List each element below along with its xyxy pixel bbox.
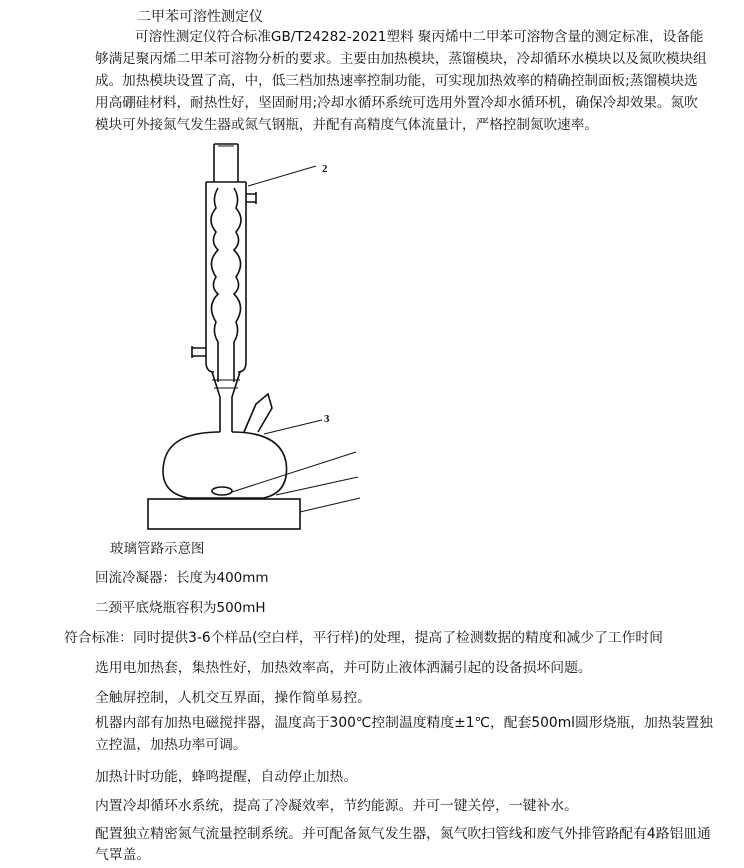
intro-paragraph: 可溶性测定仪符合标准GB/T24282-2021塑料 聚丙烯中二甲苯可溶物含量的测定标准，设备能够满足聚丙烯二甲苯可溶物分析的要求。主要由加热模块，蒸馏模块，冷却循环水模块以及氮吹模块组成。加热模块设置了高，中，低三档加热速率控制功能，可实现加热效率的精确控制面板;蒸馏模块选用高硼硅材料，耐热性好，坚固耐用;冷却水循环系统可选用外置冷却水循环机，确保冷却效果。氮吹模块可外接氮气发生器或氮气钢瓶，并配有高精度气体流量计，严格控制氮吹速率。	[95, 29, 707, 133]
diagram-label-3: 3	[324, 413, 330, 425]
feature-heating-mantle: 选用电加热套，集热性好，加热效率高，并可防止液体洒漏引起的设备损坏问题。	[95, 660, 592, 676]
spec-condenser: 回流冷凝器：长度为400mm	[95, 570, 269, 586]
feature-stirrer: 机器内部有加热电磁搅拌器，温度高于300℃控制温度精度±1℃，配套500ml圆形烧瓶，加热装置独立控温，加热功率可调。	[95, 715, 713, 753]
round-flask	[163, 432, 287, 498]
feature-cooling: 内置冷却循环水系统，提高了冷凝效率，节约能源。并可一键关停，一键补水。	[95, 798, 578, 814]
heating-plate	[148, 499, 300, 529]
spec-flask: 二颈平底烧瓶容积为500mH	[95, 600, 266, 616]
page-title: 二甲苯可溶性测定仪	[137, 9, 263, 25]
condenser-inner-bulbs	[211, 188, 241, 382]
condenser-top-tube	[214, 144, 238, 182]
stir-bar	[212, 487, 232, 495]
diagram-caption: 玻璃管路示意图	[110, 541, 205, 557]
feature-touchscreen: 全触屏控制，人机交互界面，操作简单易控。	[95, 690, 371, 706]
water-inlet-nozzle	[192, 346, 206, 358]
feature-nitrogen: 配置独立精密氮气流量控制系统。并可配备氮气发生器，氮气吹扫管线和废气外排管路配有4路铝皿通气罩盖。	[95, 826, 711, 863]
feature-timer: 加热计时功能，蜂鸣提醒，自动停止加热。	[95, 769, 358, 785]
condenser-jacket	[206, 182, 246, 372]
water-outlet-nozzle	[246, 192, 256, 204]
standard-line: 符合标准：同时提供3-6个样品(空白样，平行样)的处理，提高了检测数据的精度和减少了工作时间	[64, 630, 663, 646]
glassware-diagram	[140, 132, 370, 532]
diagram-label-2: 2	[322, 163, 328, 175]
flask-side-neck	[244, 394, 272, 432]
